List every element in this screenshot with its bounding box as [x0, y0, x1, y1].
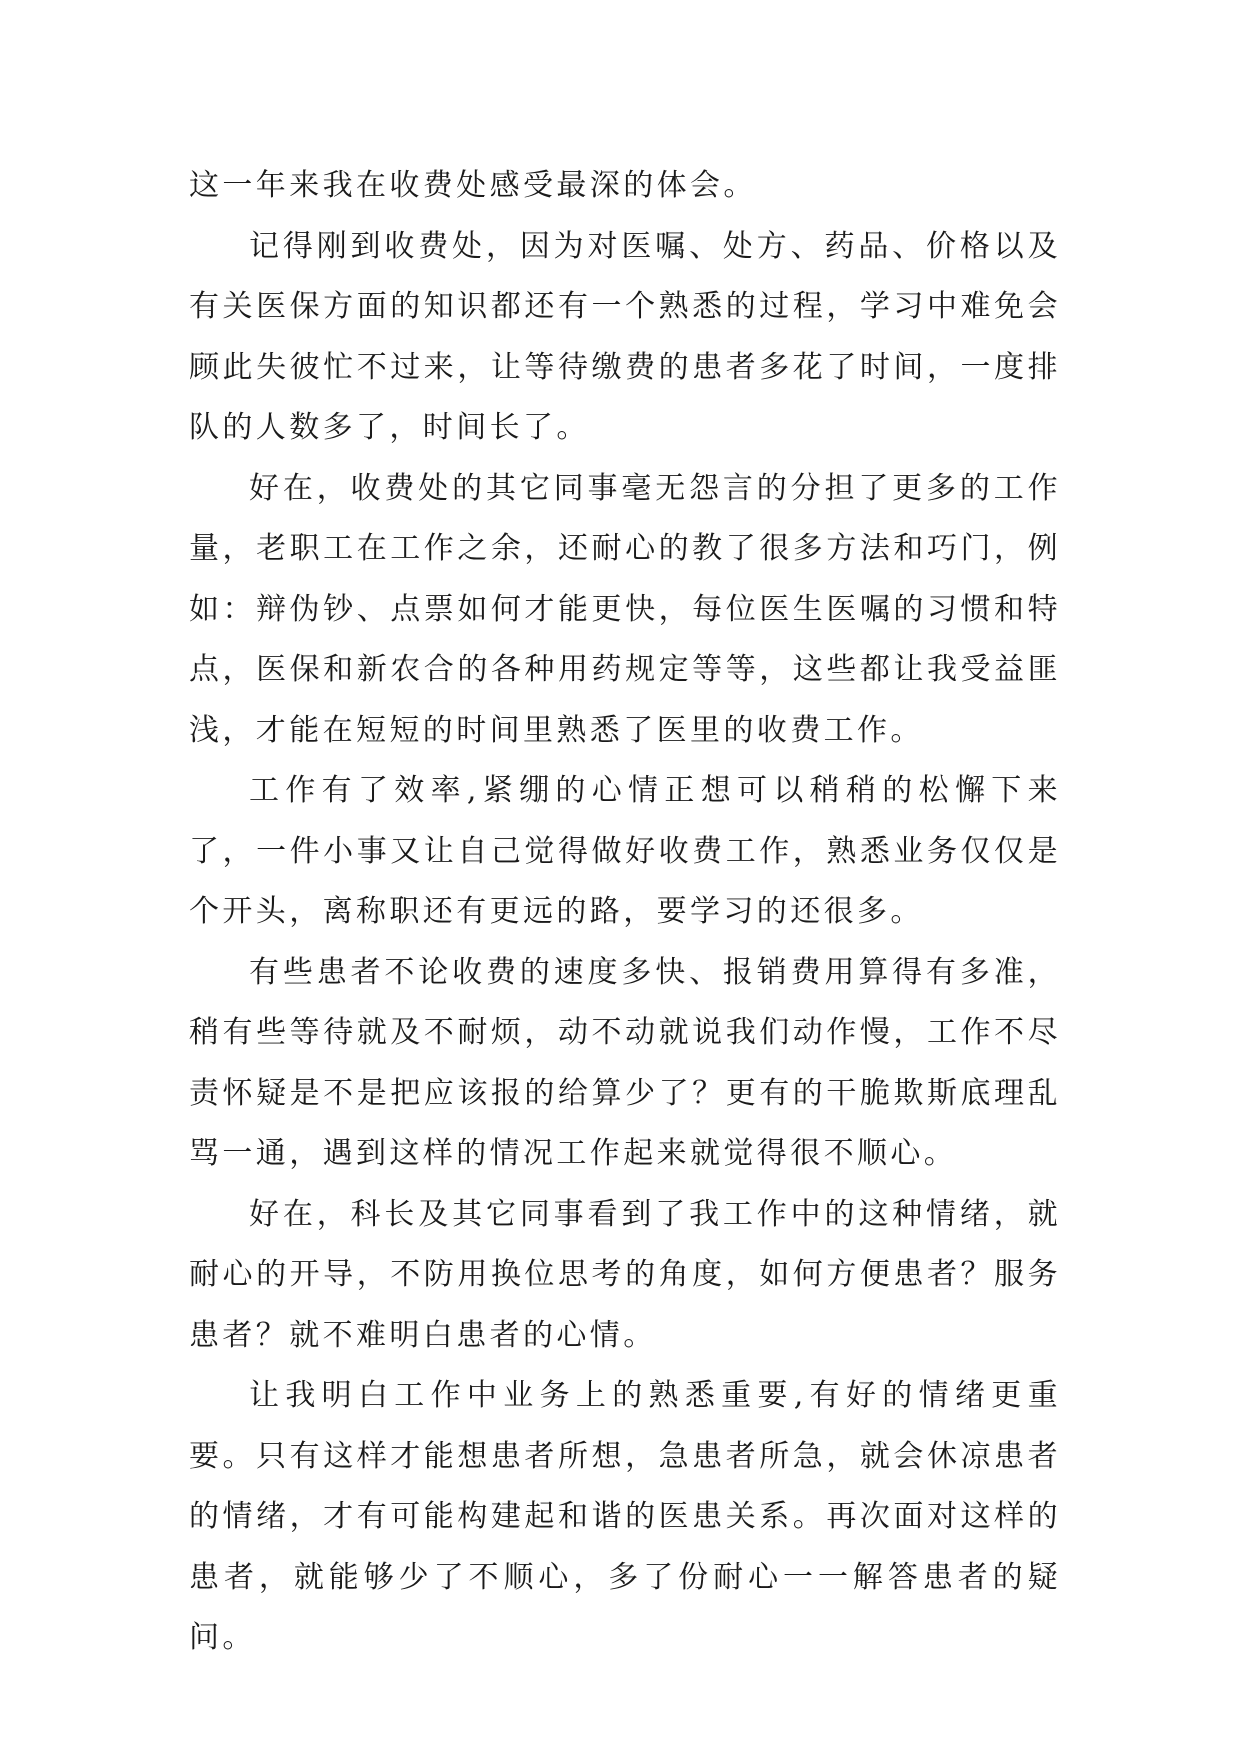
paragraph: 记得刚到收费处，因为对医嘱、处方、药品、价格以及有关医保方面的知识都还有一个熟悉的过程，学习中难免会顾此失彼忙不过来，让等待缴费的患者多花了时间，一度排队的人数多了，时间长了。 [189, 228, 1061, 445]
paragraph: 工作有了效率,紧绷的心情正想可以稍稍的松懈下来了，一件小事又让自己觉得做好收费工作，熟悉业务仅仅是个开头，离称职还有更远的路，要学习的还很多。 [189, 773, 1061, 929]
document-body [189, 156, 1061, 1669]
paragraph: 让我明白工作中业务上的熟悉重要,有好的情绪更重要。只有这样才能想患者所想，急患者所急，就会休凉患者的情绪，才有可能构建起和谐的医患关系。再次面对这样的患者，就能够少了不顺心，多了份耐心一一解答患者的疑问。 [189, 1378, 1061, 1655]
paragraph: 好在，收费处的其它同事毫无怨言的分担了更多的工作量，老职工在工作之余，还耐心的教了很多方法和巧门，例如：辩伪钞、点票如何才能更快，每位医生医嘱的习惯和特点，医保和新农合的各种用药规定等等，这些都让我受益匪浅，才能在短短的时间里熟悉了医里的收费工作。 [189, 470, 1061, 748]
paragraph: 这一年来我在收费处感受最深的体会。 [189, 168, 757, 203]
paragraph: 有些患者不论收费的速度多快、报销费用算得有多准，稍有些等待就及不耐烦，动不动就说我们动作慢，工作不尽责怀疑是不是把应该报的给算少了？更有的干脆欺斯底理乱骂一通，遇到这样的情况工作起来就觉得很不顺心。 [189, 954, 1061, 1171]
paragraph: 好在，科长及其它同事看到了我工作中的这种情绪，就耐心的开导，不防用换位思考的角度，如何方便患者？服务患者？就不难明白患者的心情。 [189, 1196, 1061, 1353]
